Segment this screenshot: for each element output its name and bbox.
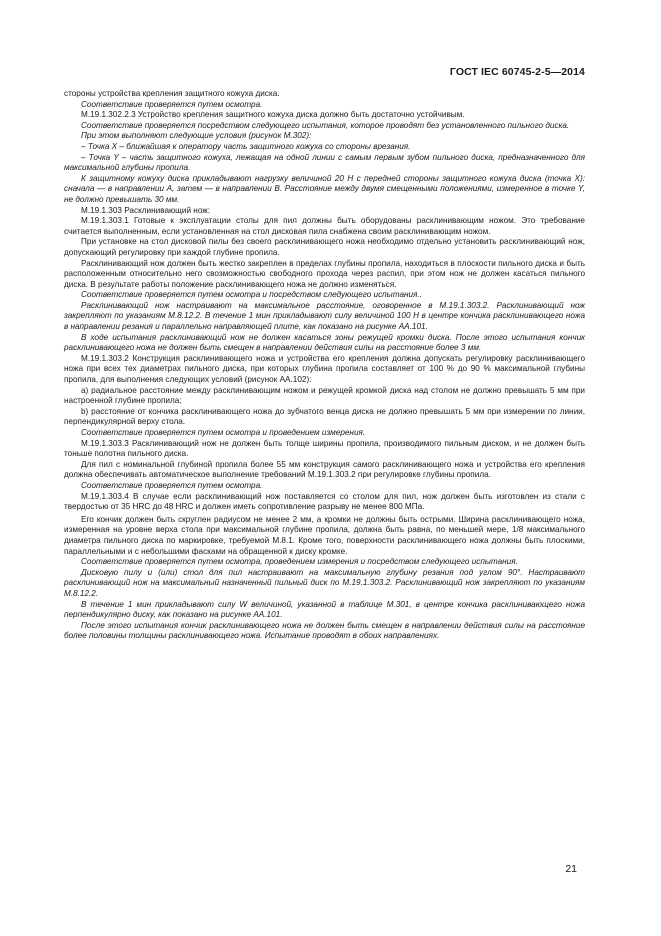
paragraph: В ходе испытания расклинивающий нож не должен касаться зоны режущей кромки диска. После этого испытания кончик расклинивающего ножа не должен быть смещен в направлении действия силы на расстояние более 3 мм.: [64, 332, 585, 353]
page-number: 21: [565, 863, 577, 875]
paragraph: Соответствие проверяется путем осмотра и посредством следующего испытания..: [81, 290, 422, 300]
paragraph: Расклинивающий нож настраивают на максимальное расстояние, оговоренное в М.19.1.303.2. Расклинивающий нож закрепляют по указаниям М.8.12.2. В течение 1 мин прикладывают силу величиной 100 Н в центре кончика расклинивающего ножа в направлении резания и параллельно направляющей плите, как показано на рисунке АА.101.: [64, 300, 585, 332]
paragraph: Соответствие проверяется путем осмотра.: [81, 480, 263, 490]
paragraph: В течение 1 мин прикладывают силу W величиной, указанной в таблице М.301, в центре кончика расклинивающего ножа перпендикулярно диску, как показано на рисунке АА.101.: [64, 599, 585, 620]
paragraph: – Точка Y – часть защитного кожуха, лежащая на одной линии с самым первым зубом пильного диска, предназначенного для максимальной глубины пропила.: [64, 152, 585, 173]
paragraph: Соответствие проверяется путем осмотра.: [81, 99, 263, 109]
paragraph: M.19.1.303.4 В случае если расклинивающий нож поставляется со столом для пил, нож должен быть изготовлен из стали с твердостью от 35 HRC до 48 HRC и должен иметь сопротивление разрыву не менее 800 МПа.: [64, 491, 585, 512]
paragraph: Для пил с номинальной глубиной пропила более 55 мм конструкция самого расклинивающего ножа и устройства его крепления должна обеспечивать автоматическое выполнение требований М.19.1.303.2 при регулировке глубины пропила.: [64, 459, 585, 480]
paragraph: M.19.1.303.2 Конструкция расклинивающего ножа и устройства его крепления должна допускать регулировку расклинивающего ножа при всех тех диаметрах пильного диска, при которых глубина пропила составляет от 100 % до 90 % максимальной глубины пропила, для выполнения следующих условий (рисунок АА.102):: [64, 353, 585, 385]
paragraph: К защитному кожуху диска прикладывают нагрузку величиной 20 Н с передней стороны защитного кожуха диска (точка X): сначала — в направлении А, затем — в направлении В. Расстояние между двумя смещенными положениями, измеренное в точке Y, не должно превышать 30 мм.: [64, 173, 585, 204]
paragraph: Его кончик должен быть скруглен радиусом не менее 2 мм, а кромки не должны быть острыми. Ширина расклинивающего ножа, измеренная на уровне верха стола при максимальной глубине пропила, должна быть равна, по меньшей мере, 1/8 максимального диаметра пильного диска по маркировке, требуемой М.8.1. Кроме того, поверхности расклинивающего ножа должны быть плоскими, параллельными и с небольшими фасками на обращенной к диску кромке.: [64, 514, 585, 556]
standard-code-header: ГОСТ IEC 60745-2-5—2014: [449, 66, 585, 78]
paragraph: стороны устройства крепления защитного кожуха диска.: [64, 89, 280, 98]
paragraph: M.19.1.303 Расклинивающий нож:: [81, 205, 211, 215]
paragraph: Соответствие проверяется посредством следующего испытания, которое проводят без установленного пильного диска.: [81, 120, 570, 130]
paragraph: M.19.1.303.1 Готовые к эксплуатации столы для пил должны быть оборудованы расклинивающим ножом. Это требование считается выполненным, если установленная на стол дисковая пила снабжена своим расклинивающим ножом.: [64, 216, 585, 236]
paragraph: При установке на стол дисковой пилы без своего расклинивающего ножа необходимо отдельно установить расклинивающий нож, допускающий регулировку при каждой глубине пропила.: [64, 237, 585, 257]
paragraph: Расклинивающий нож должен быть жестко закреплен в пределах глубины пропила, находиться в плоскости пильного диска и быть расположенным относительно него свозможностью свободного прохода через распил, при этом нож не должен касаться пильного диска. В результате работы положение расклинивающего ножа не должно изменяться.: [64, 258, 585, 289]
paragraph: При этом выполняют следующие условия (рисунок М.302):: [81, 131, 312, 141]
paragraph: Соответствие проверяется путем осмотра и проведением измерения.: [81, 428, 366, 437]
paragraph: Дисковую пилу и (или) стол для пил настраивают на максимальную глубину резания под углом 90°. Настраивают расклинивающий нож на максимальный назначенный пильный диск по М.19.1.303.2. Расклинивающий нож закрепляют по указаниям М.8.12.2.: [64, 567, 585, 598]
paragraph: M.19.1.303.3 Расклинивающий нож не должен быть толще ширины пропила, производимого пильным диском, и не должен быть тоньше полотна пильного диска.: [64, 438, 585, 459]
paragraph: – Точка Х – ближайшая к оператору часть защитного кожуха со стороны врезания.: [81, 141, 411, 151]
paragraph: M.19.1.302.2.3 Устройство крепления защитного кожуха диска должно быть достаточно устойчивым.: [81, 110, 465, 120]
paragraph: После этого испытания кончик расклинивающего ножа не должен быть смещен в направлении действия силы на расстояние более половины толщины расклинивающего ножа. Испытание проводят в обоих направлениях.: [64, 620, 585, 641]
body-text: [64, 89, 585, 642]
paragraph: Соответствие проверяется путем осмотра, проведением измерения и посредством следующего испытания.: [81, 557, 518, 567]
paragraph: a) радиальное расстояние между расклинивающим ножом и режущей кромкой диска над столом не должно превышать 5 мм при настроенной глубине пропила;: [64, 385, 585, 406]
paragraph: b) расстояние от кончика расклинивающего ножа до зубчатого венца диска не должно превышать 5 мм при измерении по линии, перпендикулярной верху стола.: [64, 406, 585, 427]
